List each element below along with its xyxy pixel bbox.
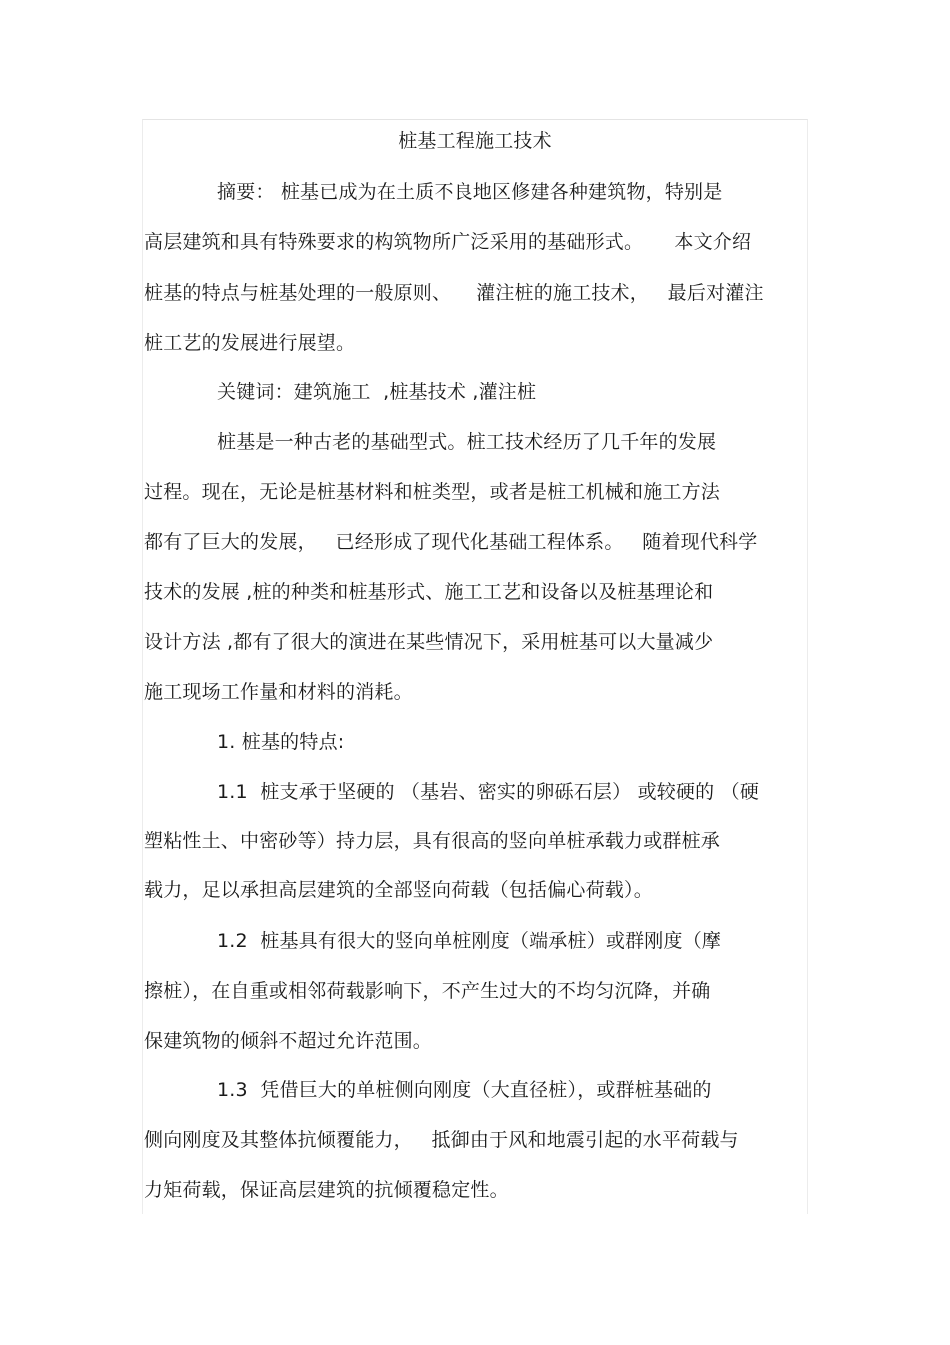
item-1-2-line: 保建筑物的倾斜不超过允许范围。 bbox=[144, 1030, 433, 1052]
item-1-3-line: 1.3 凭借巨大的单桩侧向刚度（大直径桩），或群桩基础的 bbox=[217, 1079, 712, 1101]
item-1-2-line: 擦桩），在自重或相邻荷载影响下，不产生过大的不均匀沉降，并确 bbox=[144, 980, 711, 1002]
abstract-line: 桩基的特点与桩基处理的一般原则、 灌注桩的施工技术， 最后对灌注 bbox=[144, 282, 764, 304]
item-1-1-line: 1.1 桩支承于坚硬的 （基岩、密实的卵砾石层） 或较硬的 （硬 bbox=[217, 781, 760, 803]
section-heading: 1. 桩基的特点: bbox=[217, 731, 345, 753]
intro-line: 都有了巨大的发展， 已经形成了现代化基础工程体系。 随着现代科学 bbox=[144, 531, 758, 553]
intro-line: 施工现场工作量和材料的消耗。 bbox=[144, 681, 413, 703]
item-1-3-line: 力矩荷载，保证高层建筑的抗倾覆稳定性。 bbox=[144, 1179, 509, 1201]
abstract-line: 摘要： 桩基已成为在土质不良地区修建各种建筑物，特别是 bbox=[217, 181, 723, 203]
item-1-1-line: 载力，足以承担高层建筑的全部竖向荷载（包括偏心荷载）。 bbox=[144, 879, 653, 901]
keywords-line: 关键词：建筑施工 ,桩基技术 ,灌注桩 bbox=[217, 381, 537, 403]
intro-line: 技术的发展 ,桩的种类和桩基形式、施工工艺和设备以及桩基理论和 bbox=[144, 581, 714, 603]
item-1-2-line: 1.2 桩基具有很大的竖向单桩刚度（端承桩）或群刚度（摩 bbox=[217, 930, 722, 952]
intro-line: 设计方法 ,都有了很大的演进在某些情况下，采用桩基可以大量减少 bbox=[144, 631, 714, 653]
document-title: 桩基工程施工技术 bbox=[398, 130, 552, 152]
item-1-1-line: 塑粘性土、中密砂等）持力层，具有很高的竖向单桩承载力或群桩承 bbox=[144, 830, 721, 852]
abstract-line: 高层建筑和具有特殊要求的构筑物所广泛采用的基础形式。 本文介绍 bbox=[144, 231, 752, 253]
intro-line: 桩基是一种古老的基础型式。桩工技术经历了几千年的发展 bbox=[217, 431, 717, 453]
abstract-line: 桩工艺的发展进行展望。 bbox=[144, 332, 356, 354]
intro-line: 过程。现在，无论是桩基材料和桩类型，或者是桩工机械和施工方法 bbox=[144, 481, 721, 503]
item-1-3-line: 侧向刚度及其整体抗倾覆能力， 抵御由于风和地震引起的水平荷载与 bbox=[144, 1129, 739, 1151]
